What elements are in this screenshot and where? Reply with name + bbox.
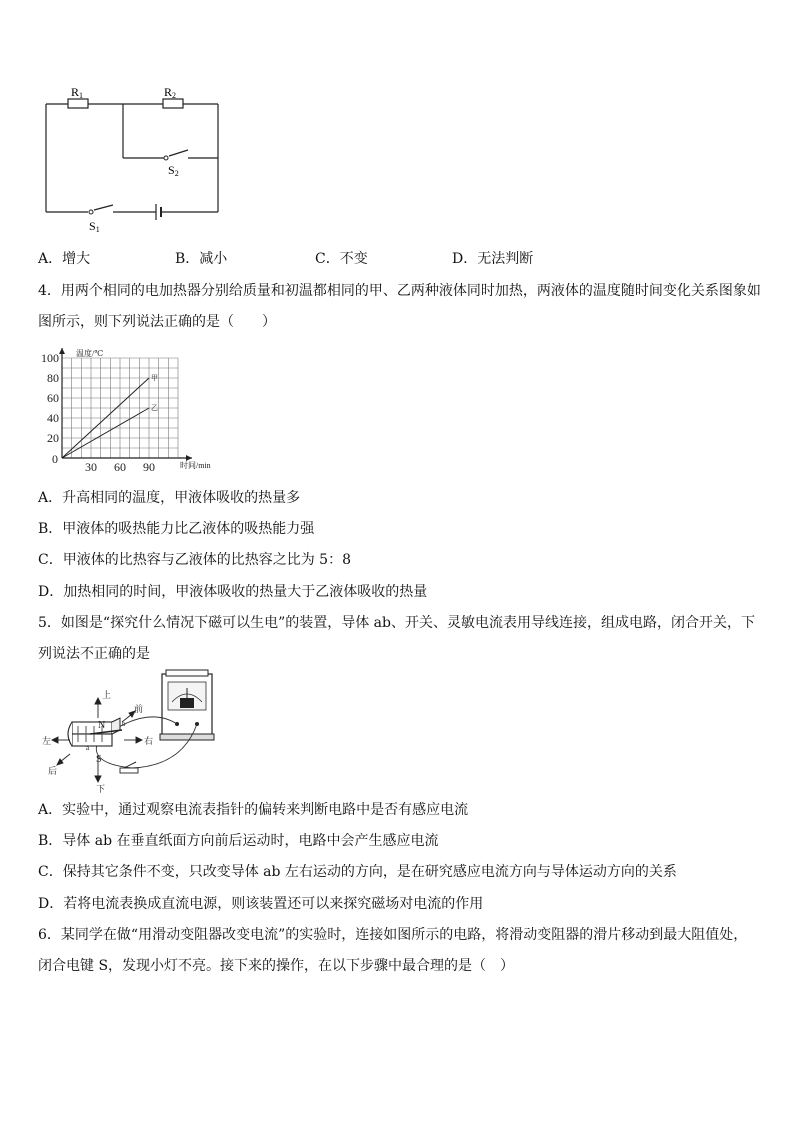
- q3-option-b: B．减小: [175, 251, 228, 267]
- x-axis-label: 时间/min: [180, 461, 211, 470]
- label-front: 前: [134, 704, 144, 714]
- q6-stem-line-2: 闭合电键 S，发现小灯不亮。接下来的操作，在以下步骤中最合理的是（ ）: [38, 958, 515, 974]
- label-down: 下: [96, 784, 106, 794]
- q5-option-c: C．保持其它条件不变，只改变导体 ab 左右运动的方向，是在研究感应电流方向与导体运动方向的关系: [38, 864, 677, 880]
- q4-temperature-chart: [34, 340, 214, 474]
- label-north: N: [98, 720, 106, 731]
- y-tick-label: 100: [41, 351, 59, 365]
- galvanometer-icon: [160, 670, 214, 740]
- s1-label: S1: [89, 219, 100, 234]
- y-tick-label: 80: [47, 371, 59, 385]
- y-tick-label: 60: [47, 391, 59, 405]
- r1-label: R1: [71, 85, 84, 100]
- q3-option-d: D．无法判断: [452, 251, 534, 267]
- r2-label: R2: [164, 85, 177, 100]
- series-line-yi: [62, 408, 149, 458]
- series-label-jia: 甲: [151, 374, 158, 382]
- q4-option-c: C．甲液体的比热容与乙液体的比热容之比为 5：8: [38, 552, 351, 568]
- y-tick-label: 20: [47, 431, 59, 445]
- x-tick-label: 90: [143, 460, 155, 474]
- q5-option-d: D．若将电流表换成直流电源，则该装置还可以来探究磁场对电流的作用: [38, 896, 484, 912]
- label-b: b: [122, 720, 126, 728]
- q6-stem-line-1: 6．某同学在做“用滑动变阻器改变电流”的实验时，连接如图所示的电路，将滑动变阻器的滑片移动到最大阻值处，: [38, 927, 748, 943]
- q3-option-a: A．增大: [38, 251, 91, 267]
- label-left: 左: [42, 736, 52, 746]
- q4-option-b: B．甲液体的吸热能力比乙液体的吸热能力强: [38, 521, 315, 537]
- q5-stem-line-1: 5．如图是“探究什么情况下磁可以生电”的装置，导体 ab、开关、灵敏电流表用导线连接，组成电路，闭合开关，下: [38, 615, 755, 631]
- label-right: 右: [144, 736, 154, 746]
- y-axis-arrow: [59, 348, 65, 354]
- q5-stem-line-2: 列说法不正确的是: [38, 646, 150, 662]
- label-up: 上: [102, 690, 112, 700]
- y-axis-label: 温度/℃: [76, 349, 104, 358]
- q5-option-b: B．导体 ab 在垂直纸面方向前后运动时，电路中会产生感应电流: [38, 833, 439, 849]
- q3-circuit-diagram: [38, 80, 228, 240]
- x-tick-label: 60: [114, 460, 126, 474]
- q3-option-c: C．不变: [315, 251, 368, 267]
- label-south: S: [96, 754, 102, 765]
- series-label-yi: 乙: [151, 404, 158, 412]
- label-back: 后: [48, 766, 58, 776]
- q4-option-a: A．升高相同的温度，甲液体吸收的热量多: [38, 490, 301, 506]
- y-tick-label: 40: [47, 411, 59, 425]
- q4-stem-line-2: 图所示，则下列说法正确的是（ ）: [38, 314, 276, 330]
- label-a: a: [86, 744, 90, 752]
- origin-label: 0: [52, 452, 58, 466]
- q5-induction-apparatus: [42, 668, 222, 796]
- q5-option-a: A．实验中，通过观察电流表指针的偏转来判断电路中是否有感应电流: [38, 802, 469, 818]
- q4-stem-line-1: 4．用两个相同的电加热器分别给质量和初温都相同的甲、乙两种液体同时加热，两液体的温度随时间变化关系图象如: [38, 283, 761, 299]
- s2-label: S2: [168, 163, 179, 178]
- q4-option-d: D．加热相同的时间，甲液体吸收的热量大于乙液体吸收的热量: [38, 584, 428, 600]
- x-tick-label: 30: [85, 460, 97, 474]
